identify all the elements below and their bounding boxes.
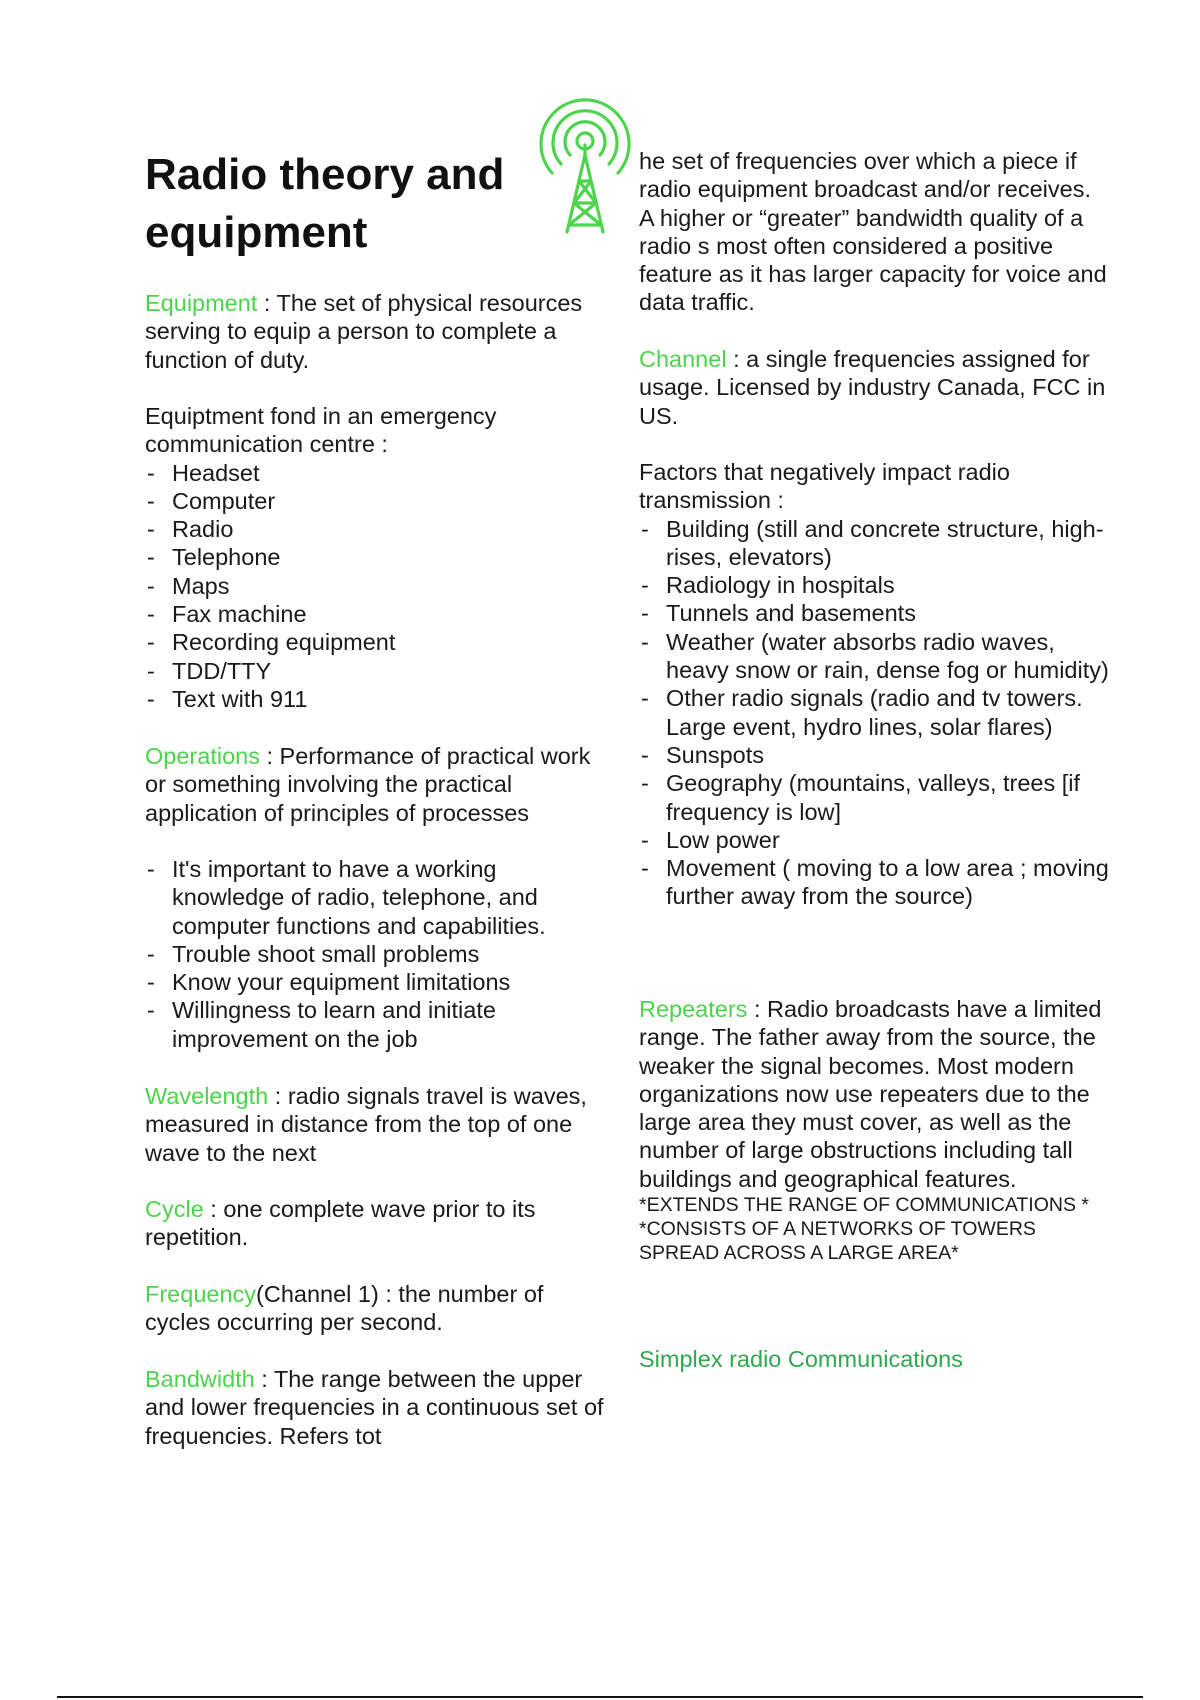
equipment-definition: [145, 289, 605, 374]
list-item: - Telephone: [145, 543, 605, 571]
channel-definition-text: : a single frequencies assigned for usage. Licensed by industry Canada, FCC in US.: [639, 346, 1106, 429]
term-equipment: Equipment: [145, 290, 258, 316]
list-item: - Headset: [145, 459, 605, 487]
list-item: - Low power: [639, 826, 1109, 854]
repeaters-section: [639, 995, 1109, 1265]
frequency-definition: [145, 1280, 605, 1337]
cycle-definition-text: : one complete wave prior to its repetition.: [145, 1196, 536, 1251]
list-item: - Other radio signals (radio and tv towers. Large event, hydro lines, solar flares): [639, 684, 1109, 741]
operations-definition-text: : Performance of practical work or something involving the practical application of principles of processes: [145, 743, 591, 826]
page-title: Radio theory and equipment: [145, 150, 505, 257]
term-operations: Operations: [145, 743, 260, 769]
simplex-heading: Simplex radio Communications: [639, 1346, 963, 1372]
operations-definition: [145, 742, 605, 827]
list-item: - Trouble shoot small problems: [145, 940, 605, 968]
wavelength-definition: [145, 1082, 605, 1167]
repeaters-note-towers: *CONSISTS OF A NETWORKS OF TOWERS SPREAD ACROSS A LARGE AREA*: [639, 1218, 1036, 1265]
term-bandwidth: Bandwidth: [145, 1366, 255, 1392]
wavelength-definition-text: : radio signals travel is waves, measured in distance from the top of one wave to the next: [145, 1083, 587, 1166]
list-item: - Maps: [145, 572, 605, 600]
term-wavelength: Wavelength: [145, 1083, 269, 1109]
list-item: - Radio: [145, 515, 605, 543]
list-item: - Building (still and concrete structure, high-rises, elevators): [639, 515, 1109, 572]
equipment-list: [145, 459, 605, 714]
repeaters-note-range: *EXTENDS THE RANGE OF COMMUNICATIONS *: [639, 1194, 1089, 1217]
list-item: - TDD/TTY: [145, 657, 605, 685]
list-item: - Text with 911: [145, 685, 605, 713]
list-item: - Computer: [145, 487, 605, 515]
cycle-definition: [145, 1195, 605, 1252]
list-item: - Recording equipment: [145, 628, 605, 656]
factors-intro: Factors that negatively impact radio transmission :: [639, 459, 1010, 514]
term-repeaters: Repeaters: [639, 996, 748, 1022]
list-item: - Know your equipment limitations: [145, 968, 605, 996]
equipment-list-intro: Equiptment fond in an emergency communication centre :: [145, 403, 497, 458]
bandwidth-continued: he set of frequencies over which a piece if radio equipment broadcast and/or receives. A higher or “greater” bandwidth quality of a radio s most often considered a positive feature as it has larger capacity for voice and data traffic.: [639, 148, 1107, 316]
term-cycle: Cycle: [145, 1196, 204, 1222]
channel-definition: [639, 345, 1109, 430]
list-item: - Radiology in hospitals: [639, 571, 1109, 599]
list-item: - Geography (mountains, valleys, trees [if frequency is low]: [639, 769, 1109, 826]
equipment-definition-text: : The set of physical resources serving to equip a person to complete a function of duty.: [145, 290, 583, 373]
footer-divider: [57, 1696, 1143, 1698]
operations-list: [145, 855, 605, 1053]
bandwidth-definition: [145, 1365, 605, 1450]
factors-section: [639, 458, 1109, 911]
list-item: - Weather (water absorbs radio waves, heavy snow or rain, dense fog or humidity): [639, 628, 1109, 685]
factors-list: [639, 515, 1109, 911]
list-item: - Sunspots: [639, 741, 1109, 769]
list-item: - It's important to have a working knowledge of radio, telephone, and computer functions and capabilities.: [145, 855, 605, 940]
bandwidth-definition-text: : The range between the upper and lower frequencies in a continuous set of frequencies. Refers tot: [145, 1366, 604, 1449]
radio-tower-icon: [537, 97, 633, 237]
repeaters-definition-text: : Radio broadcasts have a limited range. The father away from the source, the weaker the signal becomes. Most modern organizations now use repeaters due to the large area they must cover, as well as the number of large obstructions including tall buildings and geographical features.: [639, 996, 1102, 1192]
repeaters-definition: [639, 995, 1109, 1193]
term-channel: Channel: [639, 346, 727, 372]
equipment-list-section: [145, 402, 605, 713]
list-item: - Willingness to learn and initiate improvement on the job: [145, 996, 605, 1053]
list-item: - Tunnels and basements: [639, 599, 1109, 627]
list-item: - Fax machine: [145, 600, 605, 628]
list-item: - Movement ( moving to a low area ; moving further away from the source): [639, 854, 1109, 911]
frequency-definition-text: (Channel 1) : the number of cycles occurring per second.: [145, 1281, 544, 1336]
term-frequency: Frequency: [145, 1281, 257, 1307]
